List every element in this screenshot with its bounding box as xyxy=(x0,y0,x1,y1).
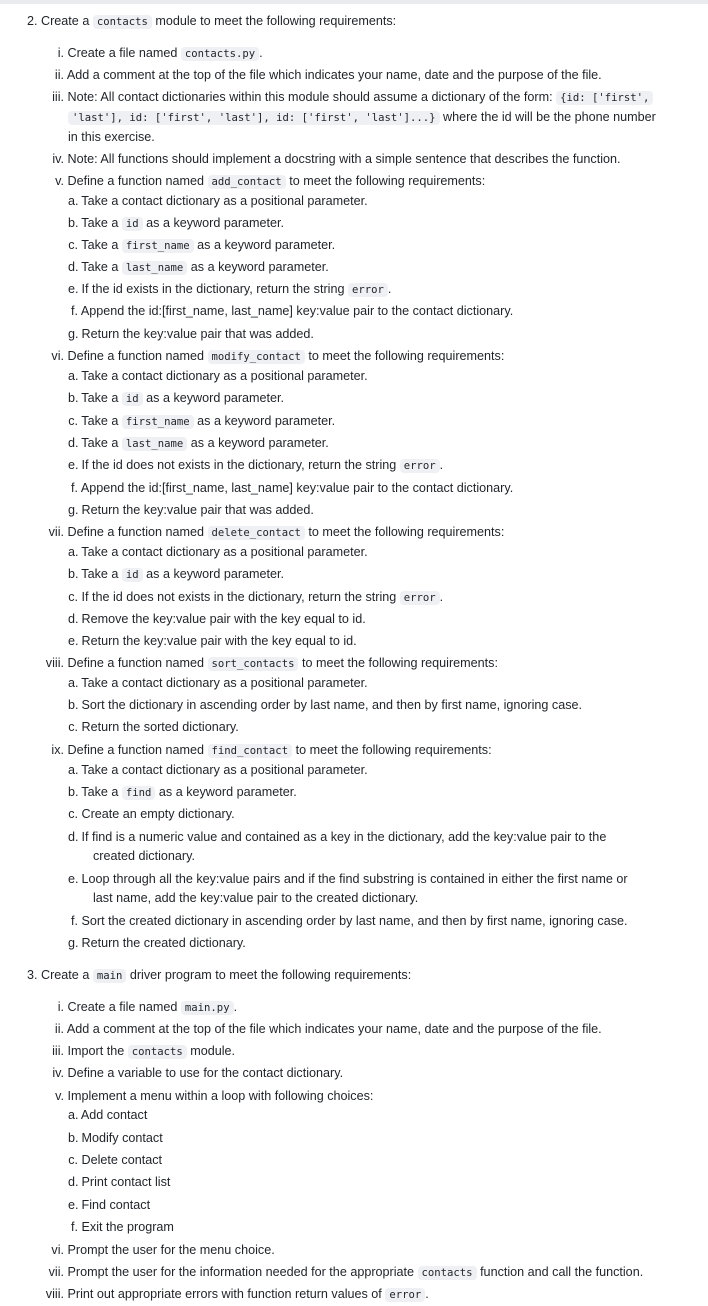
list-marker: c. xyxy=(68,1153,78,1167)
item-text: Append the id:[first_name, last_name] key:value pair to the contact dictionary. xyxy=(80,481,514,495)
item-text: Exit the program xyxy=(81,1220,174,1234)
inline-code: contacts xyxy=(128,1045,187,1059)
heading-text: module to meet the following requirements: xyxy=(155,14,397,28)
item-text: Define a function named xyxy=(67,525,205,539)
list-marker: a. xyxy=(68,545,79,559)
item-text: If the id exists in the dictionary, return the string xyxy=(81,282,345,296)
list-marker: b. xyxy=(68,216,79,230)
list-marker: d. xyxy=(68,260,79,274)
item-text: as a keyword parameter. xyxy=(190,260,329,274)
sub-item xyxy=(68,827,606,847)
item-text: to meet the following requirements: xyxy=(308,349,505,363)
inline-code: id xyxy=(122,217,143,231)
sub-item xyxy=(68,1105,147,1125)
sub-item xyxy=(68,542,368,562)
list-item-continuation xyxy=(68,107,656,127)
inline-code: error xyxy=(385,1288,425,1302)
top-border xyxy=(0,0,708,4)
item-text: to meet the following requirements: xyxy=(295,743,492,757)
item-text: as a keyword parameter. xyxy=(190,436,329,450)
inline-code: find xyxy=(122,786,156,800)
sub-item xyxy=(68,695,582,715)
sub-item xyxy=(68,933,246,953)
item-text: as a keyword parameter. xyxy=(197,414,336,428)
sub-item xyxy=(68,1150,162,1170)
list-marker: c. xyxy=(68,238,78,252)
item-text: Find contact xyxy=(81,1198,151,1212)
list-item xyxy=(40,1063,343,1083)
item-text: Return the key:value pair with the key equal to id. xyxy=(81,634,357,648)
list-marker: a. xyxy=(68,369,79,383)
list-marker: v. xyxy=(55,1089,64,1103)
item-text: Define a variable to use for the contact dictionary. xyxy=(67,1066,344,1080)
list-marker: e. xyxy=(68,634,79,648)
list-item xyxy=(40,1086,373,1106)
inline-code: delete_contact xyxy=(208,526,305,540)
item-text: as a keyword parameter. xyxy=(158,785,297,799)
item-text: . xyxy=(425,1287,429,1301)
item-text: Take a xyxy=(81,260,119,274)
list-marker: ii. xyxy=(54,1022,64,1036)
item-text: Remove the key:value pair with the key equal to id. xyxy=(81,612,366,626)
list-item xyxy=(40,1240,275,1260)
item-text: Define a function named xyxy=(67,174,205,188)
inline-code: id xyxy=(122,392,143,406)
list-item xyxy=(40,740,492,760)
list-marker: f. xyxy=(71,481,78,495)
item-text: as a keyword parameter. xyxy=(146,391,285,405)
sub-item xyxy=(68,455,443,475)
item-text: Sort the dictionary in ascending order by last name, and then by first name, ignoring case. xyxy=(81,698,583,712)
sub-item xyxy=(68,324,314,344)
list-marker: f. xyxy=(71,1220,78,1234)
list-marker: ii. xyxy=(54,68,64,82)
item-text: Sort the created dictionary in ascending order by last name, and then by first name, ignoring case. xyxy=(81,914,628,928)
list-marker: e. xyxy=(68,282,79,296)
list-marker: d. xyxy=(68,1175,79,1189)
inline-code: main.py xyxy=(181,1001,234,1015)
item-text: Prompt the user for the menu choice. xyxy=(67,1243,275,1257)
list-marker: c. xyxy=(68,720,78,734)
item-text: Import the xyxy=(67,1044,125,1058)
list-marker: g. xyxy=(68,936,79,950)
inline-code: find_contact xyxy=(208,744,293,758)
list-marker: b. xyxy=(68,391,79,405)
sub-item xyxy=(68,500,314,520)
inline-code: modify_contact xyxy=(208,350,305,364)
item-text: function and call the function. xyxy=(480,1265,644,1279)
list-marker: iv. xyxy=(52,1066,64,1080)
list-marker: vi. xyxy=(51,1243,64,1257)
inline-code: id xyxy=(122,568,143,582)
list-marker: f. xyxy=(71,914,78,928)
list-item xyxy=(40,1019,602,1039)
sub-item xyxy=(68,1128,163,1148)
item-text: Add a comment at the top of the file which indicates your name, date and the purpose of the file. xyxy=(66,68,602,82)
inline-code: contacts xyxy=(93,15,152,29)
list-marker: c. xyxy=(68,807,78,821)
item-text: If the id does not exists in the dictionary, return the string xyxy=(81,590,397,604)
item-text: to meet the following requirements: xyxy=(301,656,498,670)
list-marker: a. xyxy=(68,1108,79,1122)
item-text: Take a xyxy=(81,238,119,252)
heading-text: driver program to meet the following requirements: xyxy=(129,968,412,982)
item-text: Return the created dictionary. xyxy=(81,936,246,950)
item-text: created dictionary. xyxy=(93,849,195,863)
list-marker: c. xyxy=(68,590,78,604)
item-text: Return the key:value pair that was added. xyxy=(81,327,314,341)
list-marker: g. xyxy=(68,327,79,341)
list-item xyxy=(40,522,504,542)
list-item xyxy=(40,346,504,366)
item-text: Take a xyxy=(81,567,119,581)
sub-item xyxy=(68,760,368,780)
item-text: Prompt the user for the information needed for the appropriate xyxy=(67,1265,415,1279)
list-marker: d. xyxy=(68,436,79,450)
item-text: . xyxy=(259,46,263,60)
item-text: Take a contact dictionary as a positional parameter. xyxy=(81,369,368,383)
list-marker: e. xyxy=(68,1198,79,1212)
list-marker: d. xyxy=(68,612,79,626)
inline-code: contacts.py xyxy=(181,47,259,61)
item-text: module. xyxy=(190,1044,236,1058)
item-text: Modify contact xyxy=(81,1131,163,1145)
list-item-continuation xyxy=(68,127,155,147)
heading-text: Create a xyxy=(41,968,90,982)
inline-code: last_name xyxy=(122,437,187,451)
inline-code: main xyxy=(93,969,127,983)
item-text: Note: All contact dictionaries within this module should assume a dictionary of the form: xyxy=(67,90,553,104)
section-number: 2. xyxy=(27,14,38,28)
item-text: to meet the following requirements: xyxy=(308,525,505,539)
list-marker: viii. xyxy=(45,656,64,670)
list-item xyxy=(40,1041,235,1061)
item-text: If find is a numeric value and contained as a key in the dictionary, add the key:value pair to the xyxy=(81,830,607,844)
sub-item xyxy=(68,213,284,233)
list-marker: ix. xyxy=(51,743,64,757)
item-text: Take a contact dictionary as a positional parameter. xyxy=(81,545,368,559)
list-marker: vi. xyxy=(51,349,64,363)
list-marker: b. xyxy=(68,785,79,799)
inline-code: first_name xyxy=(122,415,194,429)
sub-item xyxy=(68,366,368,386)
sub-item xyxy=(68,388,284,408)
list-marker: b. xyxy=(68,1131,79,1145)
item-text: Print out appropriate errors with function return values of xyxy=(67,1287,382,1301)
list-marker: vii. xyxy=(48,1265,64,1279)
item-text: in this exercise. xyxy=(68,130,155,144)
inline-code: error xyxy=(400,591,440,605)
item-text: Loop through all the key:value pairs and if the find substring is contained in either the first name or xyxy=(81,872,628,886)
sub-item xyxy=(68,433,329,453)
item-text: Define a function named xyxy=(67,743,205,757)
item-text: Define a function named xyxy=(67,349,205,363)
inline-code: last_name xyxy=(122,261,187,275)
item-text: last name, add the key:value pair to the created dictionary. xyxy=(93,891,419,905)
sub-item xyxy=(68,804,235,824)
sub-item xyxy=(68,869,628,889)
list-marker: a. xyxy=(68,194,79,208)
sub-item xyxy=(68,235,335,255)
sub-item-continuation xyxy=(93,846,195,866)
item-text: Create a file named xyxy=(67,1000,178,1014)
list-marker: f. xyxy=(71,304,78,318)
list-item xyxy=(40,1284,429,1304)
item-text: . xyxy=(439,458,444,472)
list-marker: viii. xyxy=(45,1287,64,1301)
list-marker: iii. xyxy=(52,90,64,104)
list-marker: a. xyxy=(68,676,79,690)
section-3-heading xyxy=(27,965,411,985)
item-text: Add a comment at the top of the file which indicates your name, date and the purpose of the file. xyxy=(66,1022,602,1036)
list-marker: i. xyxy=(57,46,64,60)
sub-item xyxy=(68,631,357,651)
section-2-heading xyxy=(27,11,396,31)
sub-item xyxy=(68,411,335,431)
item-text: Take a contact dictionary as a positional parameter. xyxy=(81,676,368,690)
list-item xyxy=(40,997,237,1017)
list-item xyxy=(40,171,485,191)
sub-item xyxy=(68,478,513,498)
item-text: Add contact xyxy=(80,1108,148,1122)
list-marker: v. xyxy=(55,174,64,188)
sub-item-continuation xyxy=(93,888,418,908)
item-text: Append the id:[first_name, last_name] key:value pair to the contact dictionary. xyxy=(80,304,514,318)
list-marker: g. xyxy=(68,503,79,517)
inline-code: sort_contacts xyxy=(208,657,299,671)
item-text: Create a file named xyxy=(67,46,178,60)
item-text: . xyxy=(233,1000,238,1014)
item-text: Return the sorted dictionary. xyxy=(81,720,239,734)
item-text: If the id does not exists in the dictionary, return the string xyxy=(81,458,397,472)
item-text: as a keyword parameter. xyxy=(146,567,285,581)
sub-item xyxy=(68,279,391,299)
sub-item xyxy=(68,301,513,321)
list-marker: b. xyxy=(68,567,79,581)
inline-code: first_name xyxy=(122,239,194,253)
item-text: Delete contact xyxy=(81,1153,163,1167)
inline-code: add_contact xyxy=(208,175,286,189)
list-item xyxy=(40,149,621,169)
item-text: Take a xyxy=(81,216,119,230)
list-marker: vii. xyxy=(48,525,64,539)
item-text: Create an empty dictionary. xyxy=(81,807,235,821)
sub-item xyxy=(68,191,368,211)
inline-code: error xyxy=(400,459,440,473)
item-text: Define a function named xyxy=(67,656,205,670)
item-text: Take a contact dictionary as a positional parameter. xyxy=(81,763,368,777)
item-text: as a keyword parameter. xyxy=(197,238,336,252)
inline-code: 'last'], id: ['first', 'last'], id: ['first', 'last']...} xyxy=(68,111,440,125)
list-item xyxy=(40,43,263,63)
sub-item xyxy=(68,1195,150,1215)
inline-code: contacts xyxy=(418,1266,477,1280)
list-item xyxy=(40,1262,643,1282)
item-text: Take a xyxy=(81,414,119,428)
list-marker: i. xyxy=(57,1000,64,1014)
item-text: Take a xyxy=(81,391,119,405)
item-text: as a keyword parameter. xyxy=(146,216,285,230)
item-text: . xyxy=(387,282,392,296)
sub-item xyxy=(68,587,443,607)
list-item xyxy=(40,87,653,107)
list-item xyxy=(40,653,498,673)
item-text: . xyxy=(439,590,444,604)
item-text: where the id will be the phone number xyxy=(443,110,656,124)
inline-code: error xyxy=(348,283,388,297)
sub-item xyxy=(68,717,239,737)
list-marker: e. xyxy=(68,458,79,472)
list-marker: iv. xyxy=(52,152,64,166)
list-marker: e. xyxy=(68,872,79,886)
sub-item xyxy=(68,609,366,629)
item-text: Take a contact dictionary as a positional parameter. xyxy=(81,194,368,208)
list-marker: c. xyxy=(68,414,78,428)
item-text: Take a xyxy=(81,785,119,799)
sub-item xyxy=(68,1217,174,1237)
item-text: Print contact list xyxy=(81,1175,171,1189)
sub-item xyxy=(68,782,297,802)
item-text: Return the key:value pair that was added. xyxy=(81,503,314,517)
list-marker: iii. xyxy=(52,1044,64,1058)
list-marker: d. xyxy=(68,830,79,844)
sub-item xyxy=(68,673,368,693)
item-text: Take a xyxy=(81,436,119,450)
sub-item xyxy=(68,1172,170,1192)
sub-item xyxy=(68,257,329,277)
inline-code: {id: ['first', xyxy=(556,91,653,105)
section-number: 3. xyxy=(27,968,38,982)
item-text: to meet the following requirements: xyxy=(289,174,486,188)
heading-text: Create a xyxy=(41,14,90,28)
item-text: Implement a menu within a loop with following choices: xyxy=(67,1089,374,1103)
item-text: Note: All functions should implement a docstring with a simple sentence that describes the function. xyxy=(67,152,621,166)
list-marker: a. xyxy=(68,763,79,777)
list-item xyxy=(40,65,602,85)
sub-item xyxy=(68,911,628,931)
sub-item xyxy=(68,564,284,584)
list-marker: b. xyxy=(68,698,79,712)
